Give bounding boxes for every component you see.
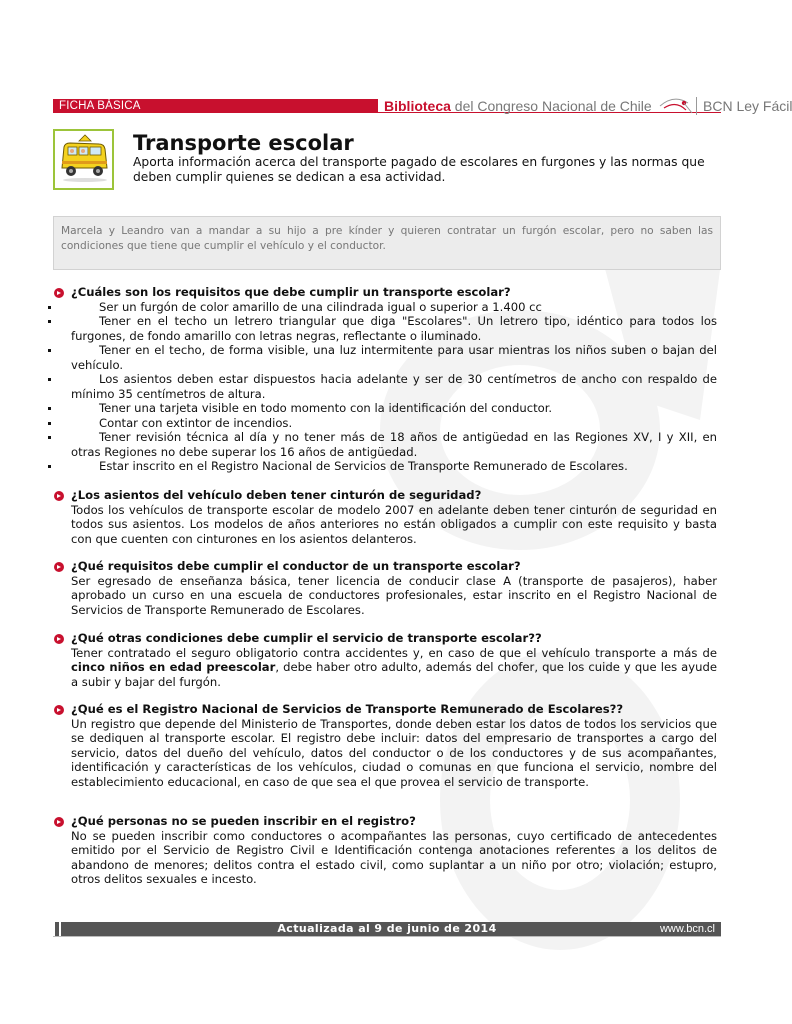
answer-text: Ser egresado de enseñanza básica, tener licencia de conducir clase A (transporte de pasajeros), haber aprobado un curso en una escuela de conductores profesionales, estar inscrito en el Registro Nacional de Servicios de Transporte Remunerado de Escolares.: [71, 573, 717, 617]
section-inscripcion: [53, 814, 717, 887]
square-bullet-icon: [48, 306, 51, 309]
section-cinturon: [53, 488, 717, 546]
question-heading: [53, 488, 717, 503]
question-heading: [53, 285, 717, 300]
bcn-logo-icon: [656, 96, 696, 114]
list-item-text: Contar con extintor de incendios.: [99, 415, 293, 430]
website-link[interactable]: www.bcn.cl: [659, 923, 715, 935]
list-item: [53, 401, 717, 416]
square-bullet-icon: [48, 407, 51, 410]
question-heading: [53, 702, 717, 717]
list-item-text: Tener una tarjeta visible en todo momento con la identificación del conductor.: [99, 401, 553, 415]
question-text: ¿Qué requisitos debe cumplir el conductor de un transporte escolar?: [71, 559, 521, 573]
section-requisitos: [53, 285, 717, 474]
brand-separator: [696, 97, 697, 115]
list-item: [53, 314, 717, 343]
section-registro: [53, 702, 717, 789]
arrow-bullet-icon: [54, 817, 64, 827]
footer-rule: [53, 936, 721, 937]
square-bullet-icon: [48, 465, 51, 468]
answer-text: [53, 646, 717, 690]
list-item: [53, 430, 717, 459]
question-text: ¿Cuáles son los requisitos que debe cumplir un transporte escolar?: [71, 285, 511, 299]
list-item-text: Tener en el techo, de forma visible, una luz intermitente para usar mientras los niños suben o bajan del vehículo.: [71, 343, 717, 372]
list-item: [53, 416, 717, 431]
answer-text: Todos los vehículos de transporte escolar de modelo 2007 en adelante deben tener cinturón de seguridad en todos sus asientos. Los modelos de años anteriores no están obligados a cumplir con este requisito y basta con que cuenten con cinturones en los asientos delanteros.: [71, 502, 717, 546]
list-item: [53, 372, 717, 401]
ficha-basica-label: FICHA BÁSICA: [53, 99, 378, 113]
arrow-bullet-icon: [54, 562, 64, 572]
list-item: [53, 459, 717, 474]
list-item: [53, 300, 717, 315]
list-item: [53, 343, 717, 372]
brand-congreso: del Congreso Nacional de Chile: [450, 98, 652, 114]
document-footer: [53, 922, 721, 936]
answer-bold: cinco niños en edad preescolar: [71, 660, 276, 674]
question-text: ¿Los asientos del vehículo deben tener cinturón de seguridad?: [71, 488, 482, 502]
school-bus-icon: [53, 129, 114, 190]
arrow-bullet-icon: [54, 634, 64, 644]
question-text: ¿Qué personas no se pueden inscribir en el registro?: [71, 814, 416, 828]
arrow-bullet-icon: [54, 491, 64, 501]
question-heading: [53, 559, 717, 574]
square-bullet-icon: [48, 349, 51, 352]
page-title: Transporte escolar: [133, 131, 354, 155]
list-item-text: Tener en el techo un letrero triangular que diga "Escolares". Un letrero tipo, idéntico para todos los furgones, de fondo amarillo con letras negras, reflectante o iluminado.: [71, 314, 717, 343]
updated-date: Actualizada al 9 de junio de 2014: [277, 922, 497, 935]
arrow-bullet-icon: [54, 288, 64, 298]
question-heading: [53, 814, 717, 829]
document-header: [53, 96, 792, 116]
arrow-bullet-icon: [54, 705, 64, 715]
list-item-text: Tener revisión técnica al día y no tener más de 18 años de antigüedad en las Regiones XV, I y XII, en otras Regiones no debe superar los 16 años de antigüedad.: [71, 430, 717, 459]
square-bullet-icon: [48, 436, 51, 439]
requirements-list: [53, 300, 717, 474]
question-heading: [53, 631, 717, 646]
list-item-text: Ser un furgón de color amarillo de una cilindrada igual o superior a 1.400 cc: [99, 299, 542, 314]
bcn-brand: [384, 97, 652, 115]
answer-part-a: Tener contratado el seguro obligatorio contra accidentes y, en caso de que el vehículo transporte a más de: [71, 645, 717, 660]
answer-text: Un registro que depende del Ministerio de Transportes, donde deben estar los datos de todos los servicios que se dediquen al transporte escolar. El registro debe incluir: datos del empresario de transportes a cargo del servicio, datos del dueño del vehículo, datos del conductor o de los conductores y de sus acompañantes, identificación y características de los vehículos, ciudad o comunas en que funciona el servicio, nombre del establecimiento educacional, en caso de que sea el que provea el servicio de transporte.: [71, 716, 717, 789]
brand-biblioteca: Biblioteca: [384, 98, 451, 114]
square-bullet-icon: [48, 320, 51, 323]
answer-part-b: , debe haber otro adulto, además del chofer, que los cuide y que les ayude a subir y bajar del furgón.: [71, 660, 717, 689]
scenario-box: Marcela y Leandro van a mandar a su hijo a pre kínder y quieren contratar un furgón escolar, pero no saben las condiciones que tiene que cumplir el vehículo y el conductor.: [53, 216, 721, 270]
section-conductor: [53, 559, 717, 617]
section-condiciones: [53, 631, 717, 689]
list-item-text: Los asientos deben estar dispuestos hacia adelante y ser de 30 centímetros de ancho con respaldo de mínimo 35 centímetros de altura.: [71, 372, 717, 401]
page-subtitle: Aporta información acerca del transporte pagado de escolares en furgones y las normas que deben cumplir quienes se dedican a esa actividad.: [133, 155, 705, 184]
bcn-ley-facil: BCN Ley Fácil: [703, 98, 792, 114]
list-item-text: Estar inscrito en el Registro Nacional de Servicios de Transporte Remunerado de Escolares.: [99, 459, 628, 473]
question-text: ¿Qué es el Registro Nacional de Servicios de Transporte Remunerado de Escolares??: [71, 702, 624, 716]
square-bullet-icon: [48, 422, 51, 425]
question-text: ¿Qué otras condiciones debe cumplir el servicio de transporte escolar??: [71, 631, 542, 645]
square-bullet-icon: [48, 378, 51, 381]
answer-text: No se pueden inscribir como conductores o acompañantes las personas, cuyo certificado de antecedentes emitido por el Servicio de Registro Civil e Identificación contenga anotaciones referentes a los delitos de abandono de menores; delitos contra el estado civil, como suplantar a un niño por otro; violación; estupro, otros delitos sexuales e incesto.: [71, 828, 717, 886]
